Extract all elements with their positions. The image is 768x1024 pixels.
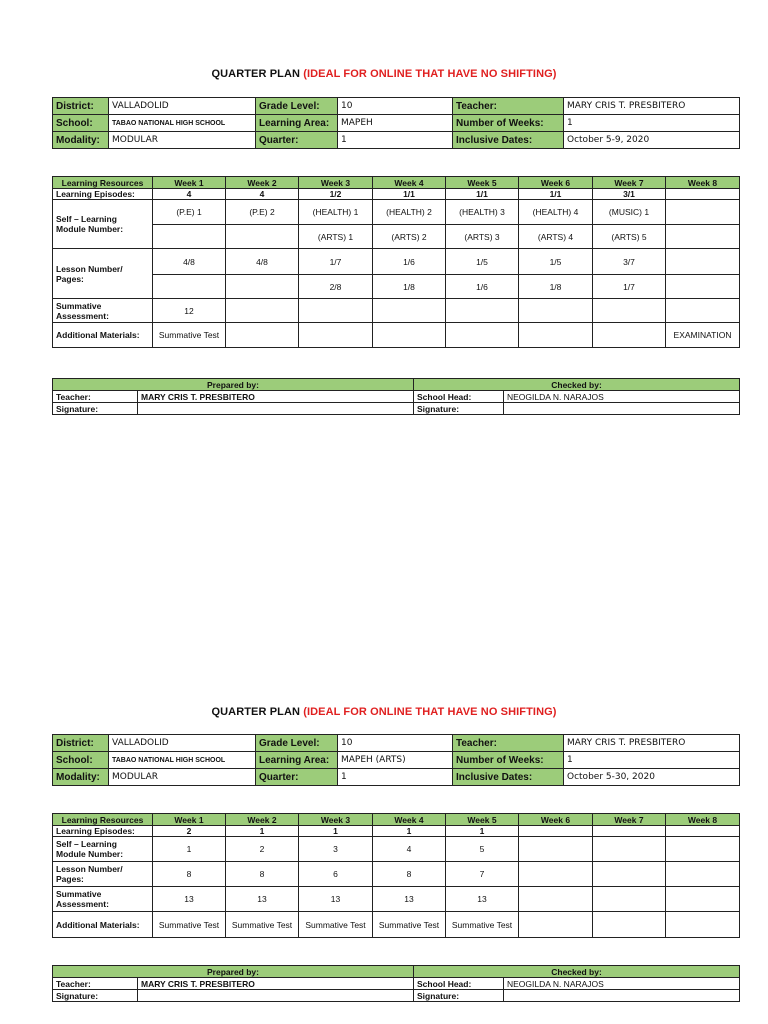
table-cell (593, 912, 666, 938)
weeks-label: Number of Weeks: (453, 115, 564, 132)
header-cell: Week 6 (519, 814, 593, 826)
plan1-weekly-table (52, 176, 740, 348)
header-cell: Week 1 (153, 814, 226, 826)
table-cell: 1/1 (373, 189, 446, 200)
grade-label: Grade Level: (256, 98, 338, 115)
quarter-label: Quarter: (256, 132, 338, 149)
checked-by-header: Checked by: (414, 966, 740, 978)
table-cell (666, 225, 740, 249)
table-cell: 1/7 (299, 249, 373, 275)
header-cell: Week 2 (226, 814, 299, 826)
teacher-name: MARY CRIS T. PRESBITERO (138, 978, 414, 990)
table-cell: 1/7 (593, 275, 666, 299)
table-cell: (HEALTH) 3 (446, 200, 519, 225)
table-row (53, 862, 740, 887)
row-label: Additional Materials: (53, 323, 153, 348)
plan1-info-table (52, 97, 740, 149)
header-cell: Week 4 (373, 177, 446, 189)
table-row (53, 275, 740, 299)
school-value: TABAO NATIONAL HIGH SCHOOL (109, 115, 256, 132)
quarter-value: 1 (338, 132, 453, 149)
table-cell: Summative Test (373, 912, 446, 938)
teacher-signature-field (138, 403, 414, 415)
table-row (53, 249, 740, 275)
teacher-label: Teacher: (453, 98, 564, 115)
table-cell: 3 (299, 837, 373, 862)
table-cell (373, 299, 446, 323)
table-cell: 6 (299, 862, 373, 887)
table-cell (153, 225, 226, 249)
school-value: TABAO NATIONAL HIGH SCHOOL (109, 752, 256, 769)
title-note: (IDEAL FOR ONLINE THAT HAVE NO SHIFTING) (303, 68, 557, 80)
header-cell: Week 6 (519, 177, 593, 189)
table-cell: 8 (153, 862, 226, 887)
table-cell (299, 299, 373, 323)
table-cell: 2 (153, 826, 226, 837)
grade-value: 10 (338, 98, 453, 115)
table-cell: 1/5 (519, 249, 593, 275)
table-cell (666, 826, 740, 837)
table-cell (666, 275, 740, 299)
table-cell: 1/6 (373, 249, 446, 275)
quarter-label: Quarter: (256, 769, 338, 786)
table-cell: 13 (446, 887, 519, 912)
table-row (53, 912, 740, 938)
header-cell: Learning Resources (53, 814, 153, 826)
header-cell: Week 7 (593, 177, 666, 189)
table-cell (519, 887, 593, 912)
row-label: Self – Learning Module Number: (53, 200, 153, 249)
table-cell (593, 323, 666, 348)
table-cell: 1 (446, 826, 519, 837)
row-label: Lesson Number/ Pages: (53, 862, 153, 887)
row-label: Additional Materials: (53, 912, 153, 938)
table-cell (593, 826, 666, 837)
row-label: Learning Episodes: (53, 826, 153, 837)
table-row (53, 200, 740, 225)
table-cell: 12 (153, 299, 226, 323)
table-cell (666, 200, 740, 225)
area-value: MAPEH (338, 115, 453, 132)
table-cell (519, 323, 593, 348)
title-main: QUARTER PLAN (211, 706, 301, 718)
table-cell (666, 249, 740, 275)
signature-label: Signature: (414, 990, 504, 1002)
table-cell: 2/8 (299, 275, 373, 299)
signature-label: Signature: (53, 990, 138, 1002)
area-value: MAPEH (ARTS) (338, 752, 453, 769)
plan1-signature-table (52, 378, 740, 415)
weeks-value: 1 (564, 752, 740, 769)
grade-value: 10 (338, 735, 453, 752)
head-signature-field (504, 990, 740, 1002)
table-cell: 1/8 (373, 275, 446, 299)
table-cell (666, 887, 740, 912)
table-cell: (HEALTH) 1 (299, 200, 373, 225)
plan2-title (0, 706, 768, 718)
table-cell: 7 (446, 862, 519, 887)
weeks-label: Number of Weeks: (453, 752, 564, 769)
table-cell: (P.E) 2 (226, 200, 299, 225)
table-cell: 1/1 (519, 189, 593, 200)
table-cell (519, 862, 593, 887)
table-cell: 13 (226, 887, 299, 912)
table-row (53, 837, 740, 862)
checked-by-header: Checked by: (414, 379, 740, 391)
teacher-label: Teacher: (453, 735, 564, 752)
table-cell (519, 826, 593, 837)
header-cell: Week 5 (446, 177, 519, 189)
table-cell: 1 (299, 826, 373, 837)
table-cell: 4 (153, 189, 226, 200)
table-cell: 1/1 (446, 189, 519, 200)
district-label: District: (53, 98, 109, 115)
row-label: Summative Assessment: (53, 887, 153, 912)
grade-label: Grade Level: (256, 735, 338, 752)
table-header-row (53, 814, 740, 826)
row-label: Summative Assessment: (53, 299, 153, 323)
table-cell: Summative Test (153, 323, 226, 348)
header-cell: Week 1 (153, 177, 226, 189)
teacher-value: MARY CRIS T. PRESBITERO (564, 735, 740, 752)
plan2-weekly-table (52, 813, 740, 938)
title-main: QUARTER PLAN (211, 68, 301, 80)
teacher-signature-field (138, 990, 414, 1002)
table-row (53, 189, 740, 200)
modality-label: Modality: (53, 769, 109, 786)
area-label: Learning Area: (256, 115, 338, 132)
table-cell: 4/8 (153, 249, 226, 275)
table-cell: 5 (446, 837, 519, 862)
table-row (53, 323, 740, 348)
table-cell: 3/1 (593, 189, 666, 200)
table-cell: (ARTS) 3 (446, 225, 519, 249)
table-cell (593, 299, 666, 323)
district-value: VALLADOLID (109, 735, 256, 752)
table-cell: 1/8 (519, 275, 593, 299)
teacher-label: Teacher: (53, 978, 138, 990)
table-cell (519, 299, 593, 323)
table-cell (666, 189, 740, 200)
table-cell: 3/7 (593, 249, 666, 275)
table-row (53, 887, 740, 912)
table-cell (226, 323, 299, 348)
table-cell: 1 (226, 826, 299, 837)
table-cell: (HEALTH) 2 (373, 200, 446, 225)
table-cell (226, 225, 299, 249)
table-cell: 8 (226, 862, 299, 887)
header-cell: Week 4 (373, 814, 446, 826)
table-cell (666, 862, 740, 887)
table-cell (226, 299, 299, 323)
quarter-value: 1 (338, 769, 453, 786)
head-signature-field (504, 403, 740, 415)
school-head-label: School Head: (414, 391, 504, 403)
table-cell (446, 323, 519, 348)
table-row (53, 299, 740, 323)
table-cell: 1/6 (446, 275, 519, 299)
school-label: School: (53, 752, 109, 769)
table-cell: (ARTS) 1 (299, 225, 373, 249)
school-head-label: School Head: (414, 978, 504, 990)
modality-value: MODULAR (109, 132, 256, 149)
table-cell: (P.E) 1 (153, 200, 226, 225)
header-cell: Week 7 (593, 814, 666, 826)
table-cell (446, 299, 519, 323)
table-cell (153, 275, 226, 299)
table-cell (519, 837, 593, 862)
table-row (53, 826, 740, 837)
header-cell: Week 3 (299, 177, 373, 189)
table-cell: 1 (153, 837, 226, 862)
header-cell: Week 8 (666, 177, 740, 189)
header-cell: Week 8 (666, 814, 740, 826)
dates-value: October 5-9, 2020 (564, 132, 740, 149)
table-row (53, 225, 740, 249)
header-cell: Week 5 (446, 814, 519, 826)
plan2-info-table (52, 734, 740, 786)
plan2-signature-table (52, 965, 740, 1002)
school-head-name: NEOGILDA N. NARAJOS (504, 978, 740, 990)
row-label: Lesson Number/ Pages: (53, 249, 153, 299)
table-cell: 1/2 (299, 189, 373, 200)
table-cell (226, 275, 299, 299)
table-cell (593, 887, 666, 912)
dates-label: Inclusive Dates: (453, 132, 564, 149)
table-cell: Summative Test (226, 912, 299, 938)
table-cell: (HEALTH) 4 (519, 200, 593, 225)
table-cell: 2 (226, 837, 299, 862)
table-cell: 13 (299, 887, 373, 912)
signature-label: Signature: (53, 403, 138, 415)
table-cell: (MUSIC) 1 (593, 200, 666, 225)
table-cell: Summative Test (153, 912, 226, 938)
modality-value: MODULAR (109, 769, 256, 786)
table-cell: Summative Test (446, 912, 519, 938)
table-cell: 4 (373, 837, 446, 862)
title-note: (IDEAL FOR ONLINE THAT HAVE NO SHIFTING) (303, 706, 557, 718)
signature-label: Signature: (414, 403, 504, 415)
table-cell (666, 837, 740, 862)
header-cell: Week 2 (226, 177, 299, 189)
table-cell (593, 862, 666, 887)
table-cell: (ARTS) 2 (373, 225, 446, 249)
row-label: Self – Learning Module Number: (53, 837, 153, 862)
table-cell: Summative Test (299, 912, 373, 938)
prepared-by-header: Prepared by: (53, 966, 414, 978)
table-cell (299, 323, 373, 348)
table-cell: 8 (373, 862, 446, 887)
table-cell (593, 837, 666, 862)
table-cell: 13 (153, 887, 226, 912)
table-cell: EXAMINATION (666, 323, 740, 348)
table-cell: 1 (373, 826, 446, 837)
table-cell (519, 912, 593, 938)
district-label: District: (53, 735, 109, 752)
table-cell: 1/5 (446, 249, 519, 275)
table-cell: (ARTS) 5 (593, 225, 666, 249)
table-header-row (53, 177, 740, 189)
teacher-name: MARY CRIS T. PRESBITERO (138, 391, 414, 403)
table-cell: 13 (373, 887, 446, 912)
table-cell: 4/8 (226, 249, 299, 275)
modality-label: Modality: (53, 132, 109, 149)
table-cell (666, 912, 740, 938)
dates-value: October 5-30, 2020 (564, 769, 740, 786)
header-cell: Week 3 (299, 814, 373, 826)
school-head-name: NEOGILDA N. NARAJOS (504, 391, 740, 403)
school-label: School: (53, 115, 109, 132)
weeks-value: 1 (564, 115, 740, 132)
area-label: Learning Area: (256, 752, 338, 769)
row-label: Learning Episodes: (53, 189, 153, 200)
prepared-by-header: Prepared by: (53, 379, 414, 391)
table-cell (666, 299, 740, 323)
table-cell: 4 (226, 189, 299, 200)
teacher-value: MARY CRIS T. PRESBITERO (564, 98, 740, 115)
header-cell: Learning Resources (53, 177, 153, 189)
table-cell: (ARTS) 4 (519, 225, 593, 249)
dates-label: Inclusive Dates: (453, 769, 564, 786)
table-cell (373, 323, 446, 348)
teacher-label: Teacher: (53, 391, 138, 403)
plan1-title (0, 68, 768, 80)
district-value: VALLADOLID (109, 98, 256, 115)
